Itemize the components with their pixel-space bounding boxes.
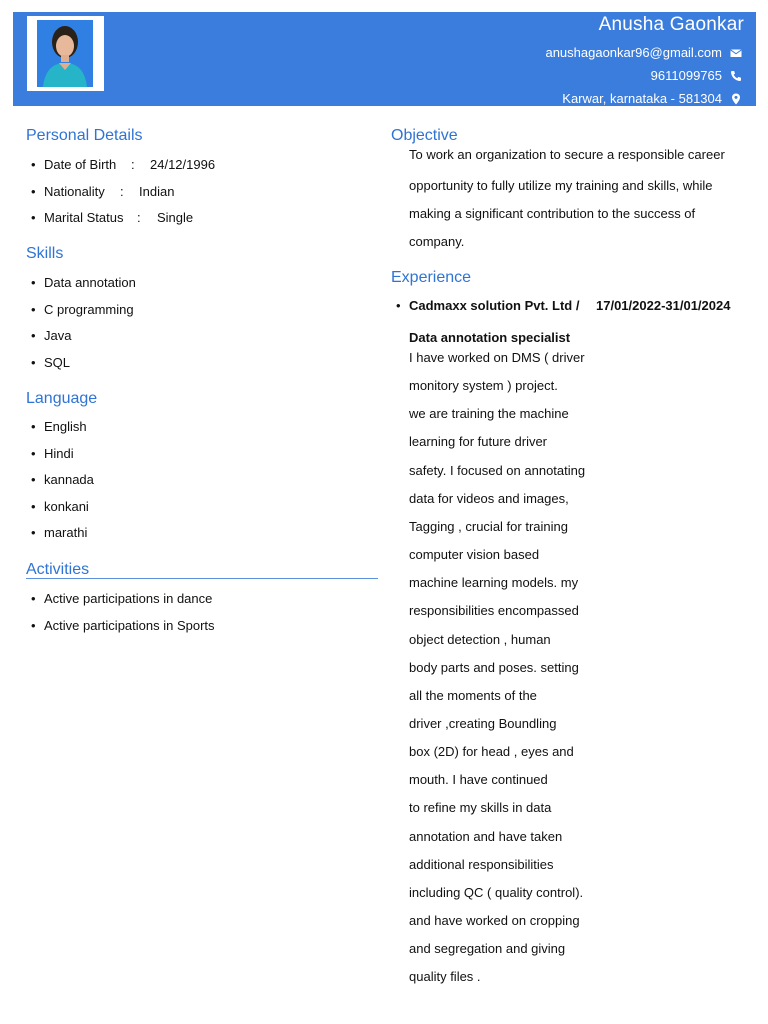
experience-company: Cadmaxx solution Pvt. Ltd / <box>409 298 580 313</box>
nationality-label: Nationality <box>44 183 105 199</box>
experience-line: responsibilities encompassed <box>409 603 579 619</box>
personal-detail-dob <box>26 157 215 184</box>
marital-status-value: Single <box>157 210 194 225</box>
contact-location-row <box>562 91 742 106</box>
activity-item: • Active participations in Sports <box>26 618 215 645</box>
experience-line: we are training the machine <box>409 406 569 422</box>
skills-heading: Skills <box>26 245 64 262</box>
activities-list <box>26 591 215 644</box>
experience-line: safety. I focused on annotating <box>409 462 586 478</box>
candidate-name: Anusha Gaonkar <box>598 14 744 35</box>
profile-photo <box>37 20 93 87</box>
experience-line: data for videos and images, <box>409 490 569 506</box>
experience-line: all the moments of the <box>409 687 537 703</box>
experience-heading: Experience <box>391 269 472 286</box>
experience-role: Data annotation specialist <box>409 330 571 345</box>
marital-status-label: Marital Status <box>44 210 124 225</box>
experience-line: and have worked on cropping <box>409 913 580 928</box>
activities-heading: Activities <box>26 561 90 578</box>
marital-status-separator: : <box>137 210 141 225</box>
skill-item: • Data annotation <box>26 275 136 302</box>
experience-line: including QC ( quality control). <box>409 884 584 900</box>
skills-list <box>26 275 136 381</box>
contact-phone-row <box>651 68 742 83</box>
personal-detail-nationality <box>26 184 215 211</box>
personal-details-list <box>26 157 215 237</box>
personal-detail-marital-status <box>26 210 215 237</box>
phone-icon <box>730 70 742 82</box>
experience-dates: 17/01/2022-31/01/2024 <box>596 298 731 313</box>
language-heading: Language <box>26 390 98 407</box>
envelope-icon <box>730 47 742 59</box>
skill-item: • SQL <box>26 355 136 382</box>
experience-line: box (2D) for head , eyes and <box>409 744 574 760</box>
personal-details-heading: Personal Details <box>26 127 143 144</box>
language-item: • Hindi <box>26 446 94 473</box>
email-text[interactable]: anushagaonkar96@gmail.com <box>545 45 722 60</box>
objective-line: making a significant contribution to the success of <box>409 206 696 221</box>
nationality-separator: : <box>120 183 124 199</box>
experience-line: annotation and have taken <box>409 828 563 844</box>
contact-email-row <box>545 45 742 60</box>
location-pin-icon <box>730 93 742 105</box>
objective-line: To work an organization to secure a responsible career <box>409 147 725 162</box>
language-item: • marathi <box>26 525 94 552</box>
experience-line: object detection , human <box>409 631 551 647</box>
experience-line: monitory system ) project. <box>409 378 558 394</box>
skill-item: • C programming <box>26 302 136 329</box>
activities-divider <box>26 578 378 579</box>
activity-item: • Active participations in dance <box>26 591 215 618</box>
dob-separator: : <box>131 157 135 172</box>
profile-photo-frame <box>27 16 104 91</box>
experience-line: learning for future driver <box>409 434 548 450</box>
resume-header <box>13 12 756 106</box>
objective-line: opportunity to fully utilize my training and skills, while <box>409 178 713 193</box>
experience-line: I have worked on DMS ( driver <box>409 350 585 365</box>
language-item: • konkani <box>26 499 94 526</box>
language-item: • kannada <box>26 472 94 499</box>
experience-line: to refine my skills in data <box>409 800 552 816</box>
nationality-value: Indian <box>139 183 175 199</box>
experience-line: computer vision based <box>409 547 540 562</box>
dob-value: 24/12/1996 <box>150 157 216 172</box>
experience-line: mouth. I have continued <box>409 772 548 788</box>
experience-line: Tagging , crucial for training <box>409 518 568 534</box>
dob-label: Date of Birth <box>44 157 117 172</box>
skill-item: • Java <box>26 328 136 355</box>
experience-line: quality files . <box>409 969 481 985</box>
experience-line: body parts and poses. setting <box>409 659 579 675</box>
experience-line: and segregation and giving <box>409 941 566 957</box>
language-item: • English <box>26 419 94 446</box>
experience-line: driver ,creating Boundling <box>409 716 557 731</box>
objective-line: company. <box>409 234 465 249</box>
language-list <box>26 419 94 552</box>
experience-line: additional responsibilities <box>409 856 554 872</box>
experience-line: machine learning models. my <box>409 575 579 591</box>
location-text: Karwar, karnataka - 581304 <box>562 91 722 106</box>
objective-heading: Objective <box>391 127 458 144</box>
experience-bullet: • <box>396 298 401 313</box>
phone-text[interactable]: 9611099765 <box>650 68 722 83</box>
